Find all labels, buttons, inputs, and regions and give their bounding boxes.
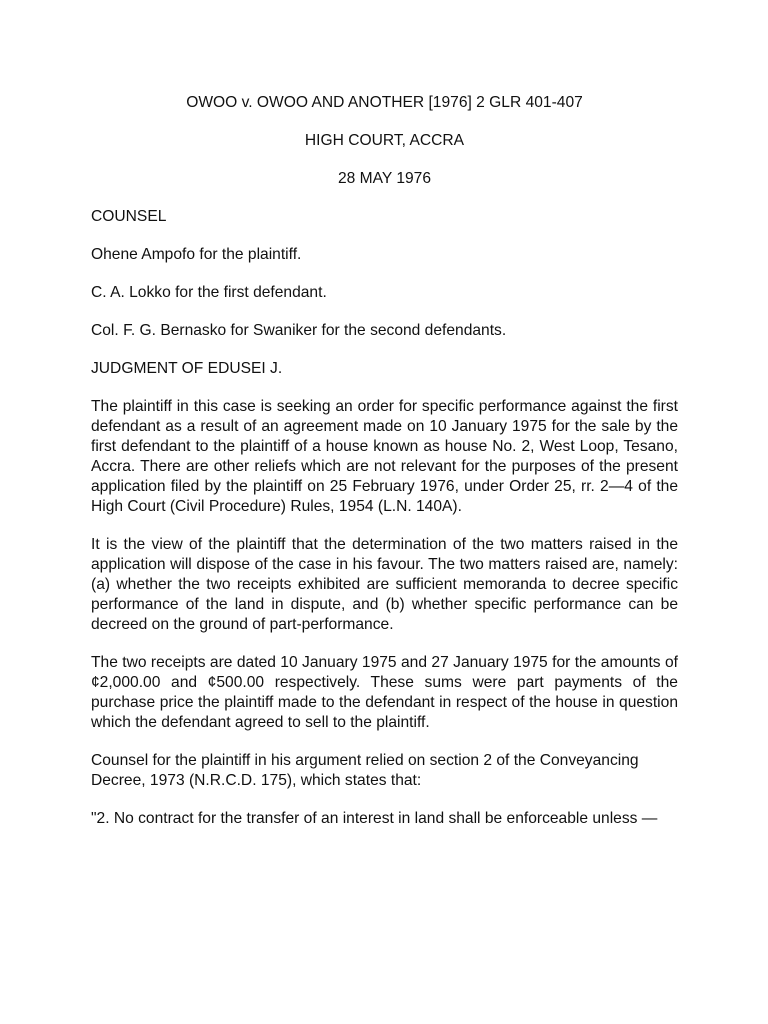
court-name: HIGH COURT, ACCRA	[304, 132, 465, 149]
judgment-heading: JUDGMENT OF EDUSEI J.	[91, 360, 283, 377]
judgment-paragraph: The plaintiff in this case is seeking an order for specific performance against the first defendant as a result of an agreement made on 10 January 1975 for the sale by the first defendant to the plaintiff of a house known as house No. 2, West Loop, Tesano, Accra. There are other reliefs which are not relevant for the purposes of the present application filed by the plaintiff on 25 February 1976, under Order 25, rr. 2—4 of the High Court (Civil Procedure) Rules, 1954 (L.N. 140A).	[91, 398, 678, 515]
judgment-paragraph: The two receipts are dated 10 January 1975 and 27 January 1975 for the amounts of ¢2,000.00 and ¢500.00 respectively. These sums were part payments of the purchase price the plaintiff made to the defendant in respect of the house in question which the defendant agreed to sell to the plaintiff.	[91, 654, 678, 731]
counsel-heading: COUNSEL	[91, 208, 167, 225]
counsel-first-defendant: C. A. Lokko for the first defendant.	[91, 284, 327, 301]
counsel-second-defendants: Col. F. G. Bernasko for Swaniker for the second defendants.	[91, 322, 507, 339]
judgment-paragraph: It is the view of the plaintiff that the determination of the two matters raised in the application will dispose of the case in his favour. The two matters raised are, namely: (a) whether the two receipts exhibited are sufficient memoranda to decree specific performance of the land in dispute, and (b) whether specific performance can be decreed on the ground of part-performance.	[91, 536, 678, 633]
case-citation: OWOO v. OWOO AND ANOTHER [1976] 2 GLR 401-407	[186, 94, 583, 111]
judgment-paragraph: Counsel for the plaintiff in his argument relied on section 2 of the Conveyancing Decree, 1973 (N.R.C.D. 175), which states that:	[91, 752, 639, 789]
statute-quote: "2. No contract for the transfer of an interest in land shall be enforceable unless —	[91, 810, 658, 827]
judgment-date: 28 MAY 1976	[337, 170, 432, 187]
document-body	[91, 93, 678, 847]
counsel-plaintiff: Ohene Ampofo for the plaintiff.	[91, 246, 302, 263]
